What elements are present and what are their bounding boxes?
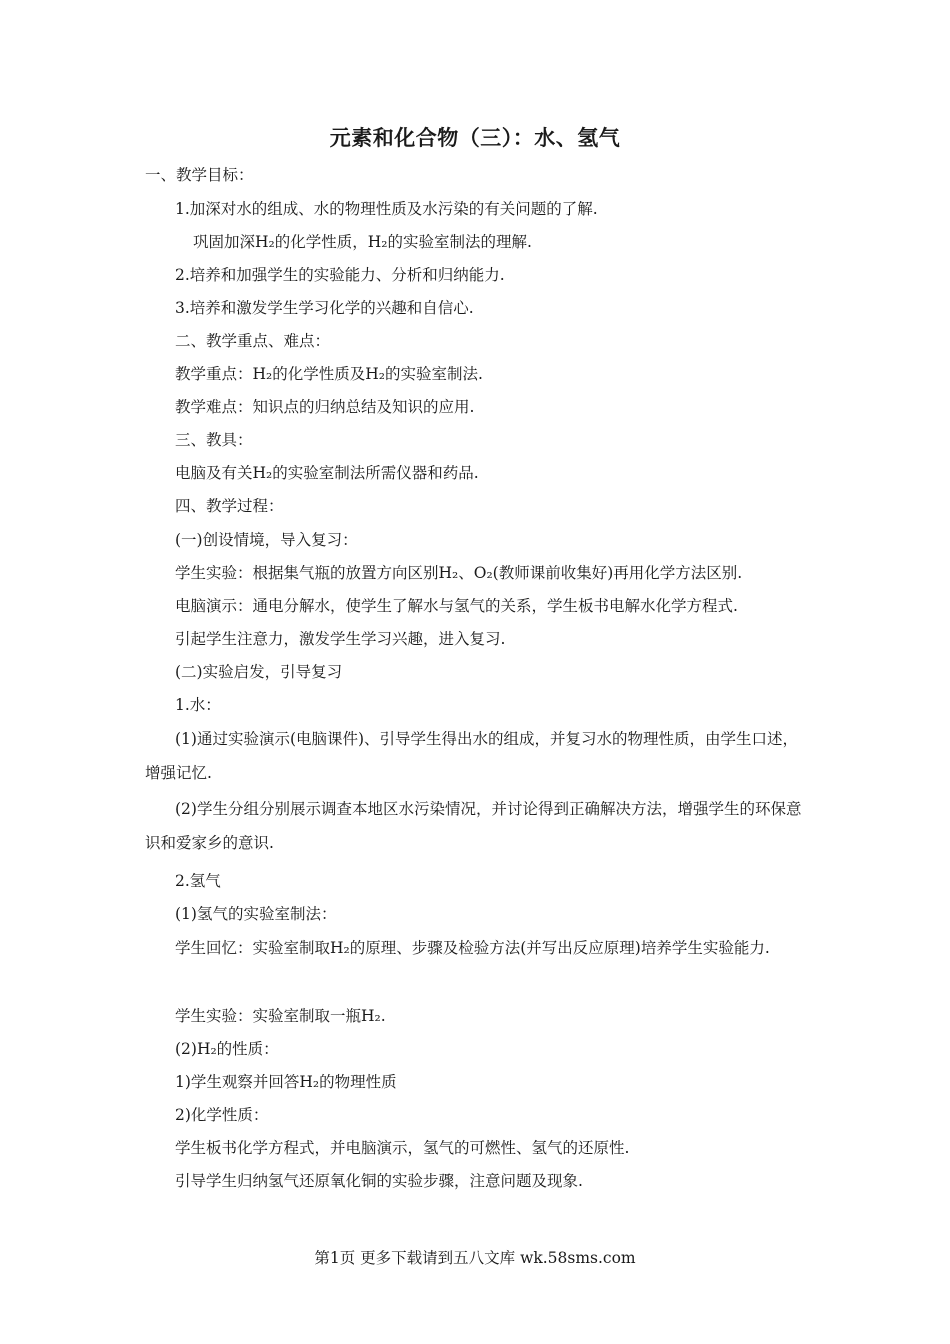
paragraph-line: 教学难点：知识点的归纳总结及知识的应用. [175, 398, 475, 416]
paragraph-line: 3.培养和激发学生学习化学的兴趣和自信心. [175, 299, 474, 317]
document-title: 元素和化合物（三）：水、氢气 [329, 126, 621, 150]
paragraph-line: 1.水： [175, 696, 221, 714]
paragraph-line: 电脑演示：通电分解水，使学生了解水与氢气的关系，学生板书电解水化学方程式. [175, 597, 738, 615]
paragraph-line: 1.加深对水的组成、水的物理性质及水污染的有关问题的了解. [175, 200, 598, 218]
paragraph-line: 学生实验：根据集气瓶的放置方向区别H₂、O₂(教师课前收集好)再用化学方法区别. [175, 564, 743, 582]
paragraph-line: (2)H₂的性质： [175, 1040, 279, 1058]
paragraph-line: 2.培养和加强学生的实验能力、分析和归纳能力. [175, 266, 505, 284]
section-objectives-heading: 一、教学目标： [145, 166, 254, 184]
paragraph-line: (1)氢气的实验室制法： [175, 905, 337, 923]
paragraph-line: 1)学生观察并回答H₂的物理性质 [175, 1073, 397, 1091]
paragraph-line: 引导学生归纳氢气还原氧化铜的实验步骤，注意问题及现象. [175, 1172, 583, 1190]
page-footer: 第1页 更多下载请到五八文库 wk.58sms.com [314, 1249, 636, 1267]
section-keypoints-heading: 二、教学重点、难点： [175, 332, 331, 350]
paragraph-line: (一)创设情境，导入复习： [175, 531, 358, 549]
section-process-heading: 四、教学过程： [175, 497, 284, 515]
paragraph-wrapped: (1)通过实验演示(电脑课件)、引导学生得出水的组成，并复习水的物理性质，由学生口述，增强记忆. [145, 730, 799, 782]
paragraph-line: (二)实验启发，引导复习 [175, 663, 343, 681]
paragraph-line: 学生板书化学方程式，并电脑演示，氢气的可燃性、氢气的还原性. [175, 1139, 630, 1157]
paragraph-line: 巩固加深H₂的化学性质，H₂的实验室制法的理解. [193, 233, 532, 251]
paragraph-line: 2.氢气 [175, 872, 221, 890]
paragraph-line: 学生实验：实验室制取一瓶H₂. [175, 1007, 386, 1025]
paragraph-line: 引起学生注意力，激发学生学习兴趣，进入复习. [175, 630, 506, 648]
paragraph-wrapped: 学生回忆：实验室制取H₂的原理、步骤及检验方法(并写出反应原理)培养学生实验能力. [175, 939, 770, 957]
paragraph-line: 2)化学性质： [175, 1106, 269, 1124]
section-tools-heading: 三、教具： [175, 431, 253, 449]
paragraph-line: 电脑及有关H₂的实验室制法所需仪器和药品. [175, 464, 479, 482]
paragraph-line: 教学重点：H₂的化学性质及H₂的实验室制法. [175, 365, 483, 383]
paragraph-wrapped: (2)学生分组分别展示调查本地区水污染情况，并讨论得到正确解决方法，增强学生的环保意识和爱家乡的意识. [145, 800, 802, 852]
